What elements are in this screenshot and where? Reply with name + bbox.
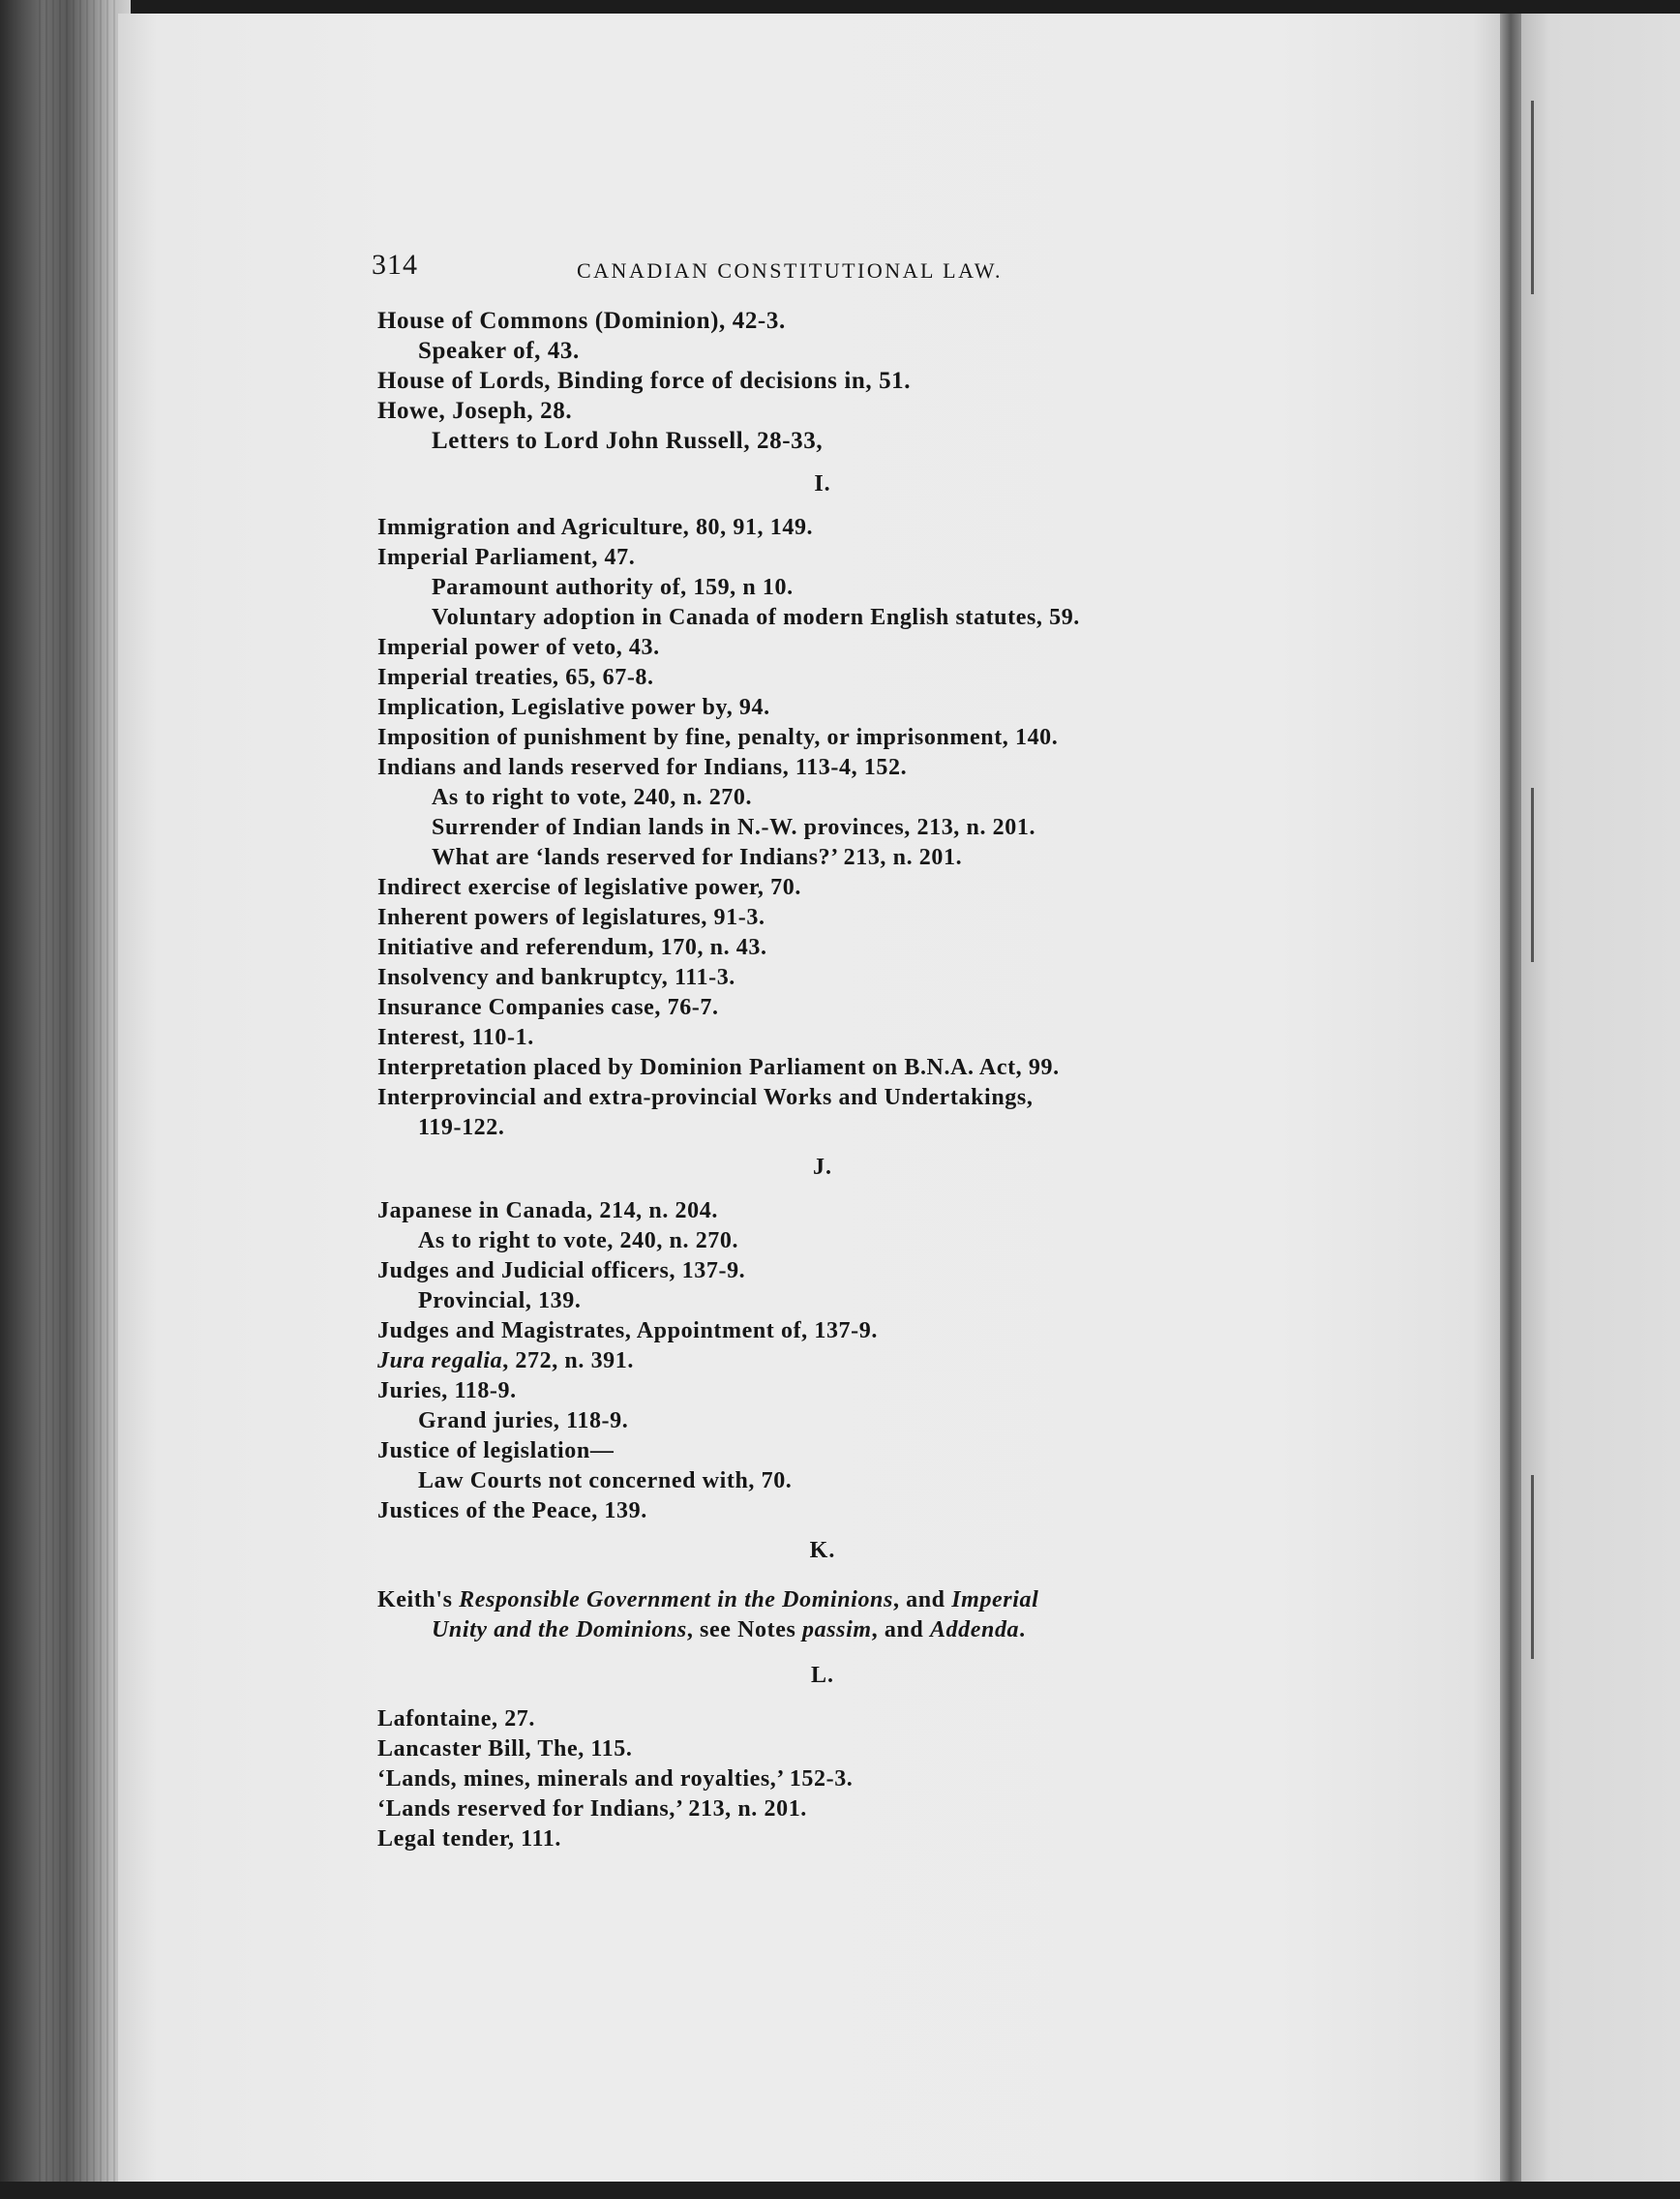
- index-entry-keith: [358, 1585, 1287, 1615]
- entry-text: .: [1019, 1617, 1026, 1642]
- index-entry-continuation: 119-122.: [418, 1115, 505, 1140]
- index-entry: House of Commons (Dominion), 42-3.: [377, 308, 786, 334]
- index-entry: Legal tender, 111.: [377, 1826, 561, 1852]
- book-title: Unity and the Dominions: [432, 1617, 687, 1642]
- index-entry: Implication, Legislative power by, 94.: [377, 695, 770, 720]
- index-entry: Interest, 110-1.: [377, 1025, 534, 1050]
- facing-page-mark: [1531, 788, 1534, 962]
- book-top-edge: [0, 0, 1680, 14]
- index-entry: Howe, Joseph, 28.: [377, 398, 573, 424]
- index-section-k: [358, 1536, 1287, 1645]
- facing-page: [1521, 14, 1680, 2182]
- entry-text: , and: [871, 1617, 930, 1642]
- facing-page-mark: [1531, 1475, 1534, 1659]
- index-entry-keith-continuation: [358, 1615, 1287, 1645]
- section-letter-j: J.: [813, 1155, 832, 1180]
- page-edge-stripes: [39, 0, 116, 2199]
- addenda-term: Addenda: [929, 1617, 1020, 1642]
- book-title: Responsible Government in the Dominions: [459, 1587, 893, 1612]
- index-entry: Justice of legislation—: [377, 1438, 615, 1463]
- index-entry: Immigration and Agriculture, 80, 91, 149.: [377, 515, 814, 540]
- index-entry: Justices of the Peace, 139.: [377, 1498, 647, 1523]
- index-subentry: Surrender of Indian lands in N.-W. provinces, 213, n. 201.: [432, 815, 1036, 840]
- entry-text: , see Notes: [686, 1617, 803, 1642]
- facing-page-mark: [1531, 101, 1534, 294]
- section-letter-k: K.: [809, 1538, 836, 1563]
- book-gutter: [1500, 14, 1521, 2182]
- index-subentry: Voluntary adoption in Canada of modern English statutes, 59.: [432, 605, 1080, 630]
- book-page-edges: [0, 0, 131, 2199]
- running-title: CANADIAN CONSTITUTIONAL LAW.: [577, 258, 1003, 283]
- index-subentry: Letters to Lord John Russell, 28-33,: [432, 428, 824, 454]
- section-letter-l: L.: [810, 1663, 834, 1688]
- index-section-l: [358, 1661, 1287, 1854]
- index-subentry: What are ‘lands reserved for Indians?’ 213, n. 201.: [432, 845, 963, 870]
- entry-text: Keith's: [377, 1587, 460, 1612]
- index-entry: [358, 1346, 1287, 1376]
- index-entry: Imperial treaties, 65, 67-8.: [377, 665, 654, 690]
- index-subentry: Speaker of, 43.: [418, 338, 580, 364]
- index-entry: Imposition of punishment by fine, penalty, or imprisonment, 140.: [377, 725, 1059, 750]
- book-title: Imperial: [951, 1587, 1039, 1612]
- index-entry: House of Lords, Binding force of decisions in, 51.: [377, 368, 912, 394]
- index-entry: Indirect exercise of legislative power, 70.: [377, 875, 801, 900]
- index-subentry: As to right to vote, 240, n. 270.: [432, 785, 753, 810]
- index-section-j: [358, 1153, 1287, 1526]
- index-entry-reference: , 272, n. 391.: [502, 1348, 634, 1373]
- page-number: 314: [372, 249, 418, 281]
- index-entry: Interpretation placed by Dominion Parliament on B.N.A. Act, 99.: [377, 1055, 1060, 1080]
- index-entry: Japanese in Canada, 214, n. 204.: [377, 1198, 718, 1223]
- index-entry: Imperial Parliament, 47.: [377, 545, 636, 570]
- index-entry: Interprovincial and extra-provincial Works and Undertakings,: [377, 1085, 1034, 1110]
- index-section-h-continued: [358, 306, 1287, 456]
- book-bottom-edge: [0, 2182, 1680, 2199]
- index-subentry: Law Courts not concerned with, 70.: [418, 1468, 793, 1493]
- index-entry: Judges and Judicial officers, 137-9.: [377, 1258, 746, 1283]
- index-entry: Imperial power of veto, 43.: [377, 635, 660, 660]
- latin-term: passim: [802, 1617, 872, 1642]
- entry-text: , and: [892, 1587, 952, 1612]
- index-subentry: Paramount authority of, 159, n 10.: [432, 575, 794, 600]
- section-letter-i: I.: [814, 471, 831, 497]
- index-entry: Judges and Magistrates, Appointment of, 137-9.: [377, 1318, 878, 1343]
- index-page-content: [358, 242, 1287, 1854]
- index-entry: Lafontaine, 27.: [377, 1706, 536, 1732]
- index-entry: Lancaster Bill, The, 115.: [377, 1736, 633, 1762]
- index-subentry: Grand juries, 118-9.: [418, 1408, 629, 1433]
- index-entry: Initiative and referendum, 170, n. 43.: [377, 935, 767, 960]
- index-entry: Insolvency and bankruptcy, 111-3.: [377, 965, 735, 990]
- index-entry: Inherent powers of legislatures, 91-3.: [377, 905, 765, 930]
- index-subentry: As to right to vote, 240, n. 270.: [418, 1228, 739, 1253]
- index-subentry: Provincial, 139.: [418, 1288, 582, 1313]
- index-entry: ‘Lands, mines, minerals and royalties,’ 152-3.: [377, 1766, 854, 1792]
- index-entry: Insurance Companies case, 76-7.: [377, 995, 719, 1020]
- index-entry: Indians and lands reserved for Indians, 113-4, 152.: [377, 755, 908, 780]
- page-header: [358, 242, 1287, 292]
- index-entry-italic-term: Jura regalia: [377, 1348, 503, 1373]
- index-section-i: [358, 469, 1287, 1143]
- index-entry: Juries, 118-9.: [377, 1378, 517, 1403]
- index-entry: ‘Lands reserved for Indians,’ 213, n. 201.: [377, 1796, 807, 1822]
